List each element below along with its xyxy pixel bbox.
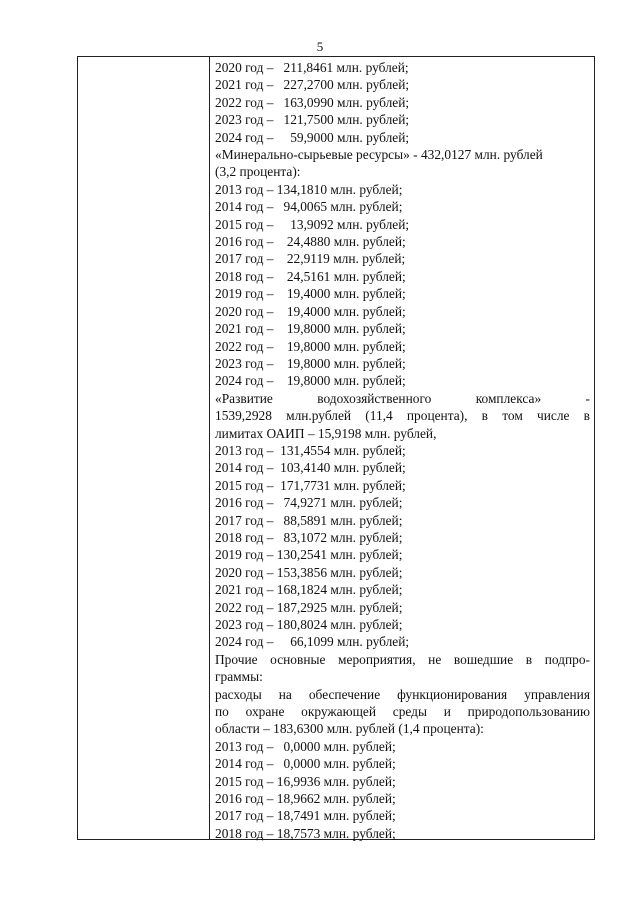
text-line: 2014 год – 0,0000 млн. рублей; (215, 756, 396, 772)
document-table (77, 56, 595, 840)
text-line: 2018 год – 83,1072 млн. рублей; (215, 529, 403, 545)
text-line: 2013 год – 131,4554 млн. рублей; (215, 442, 406, 458)
text-line: 2014 год – 94,0065 млн. рублей; (215, 199, 403, 215)
text-line: лимитах ОАИП – 15,9198 млн. рублей, (215, 425, 437, 441)
text-line: по охране окружающей среды и природопользованию (215, 704, 590, 720)
text-line: 2021 год – 19,8000 млн. рублей; (215, 321, 406, 337)
text-line: 2022 год – 19,8000 млн. рублей; (215, 338, 406, 354)
text-line: 2017 год – 88,5891 млн. рублей; (215, 512, 403, 528)
text-line: расходы на обеспечение функционирования управления (215, 686, 590, 702)
text-line: 2021 год – 168,1824 млн. рублей; (215, 582, 403, 598)
text-line: 2024 год – 19,8000 млн. рублей; (215, 373, 406, 389)
text-line: 2015 год – 13,9092 млн. рублей; (215, 216, 410, 232)
text-line: 2013 год – 0,0000 млн. рублей; (215, 738, 396, 754)
text-line: 1539,2928 млн.рублей (11,4 процента), в том числе в (215, 408, 590, 424)
text-line: 2016 год – 18,9662 млн. рублей; (215, 791, 396, 807)
table-content (215, 59, 590, 842)
page-number: 5 (316, 39, 324, 54)
text-line: 2019 год – 130,2541 млн. рублей; (215, 547, 403, 563)
text-line: 2024 год – 66,1099 млн. рублей; (215, 634, 410, 650)
text-line: 2024 год – 59,9000 млн. рублей; (215, 129, 410, 145)
text-line: 2016 год – 74,9271 млн. рублей; (215, 495, 403, 511)
text-line: 2020 год – 153,3856 млн. рублей; (215, 564, 403, 580)
text-line: 2013 год – 134,1810 млн. рублей; (215, 181, 403, 197)
text-line: 2015 год – 16,9936 млн. рублей; (215, 773, 396, 789)
text-line: 2020 год – 19,4000 млн. рублей; (215, 303, 406, 319)
text-line: 2020 год – 211,8461 млн. рублей; (215, 60, 409, 75)
text-line: «Минерально-сырьевые ресурсы» - 432,0127 млн. рублей (215, 147, 543, 163)
text-line: (3,2 процента): (215, 164, 301, 180)
text-line: «Развитие водохозяйственного комплекса» - (215, 390, 590, 406)
text-line: 2021 год – 227,2700 млн. рублей; (215, 77, 410, 93)
text-line: Прочие основные мероприятия, не вошедшие в подпро- (215, 651, 590, 667)
text-line: 2022 год – 163,0990 млн. рублей; (215, 94, 410, 110)
text-line: 2017 год – 18,7491 млн. рублей; (215, 808, 396, 824)
text-line: 2023 год – 19,8000 млн. рублей; (215, 355, 406, 371)
text-line: 2015 год – 171,7731 млн. рублей; (215, 477, 406, 493)
text-line: 2023 год – 121,7500 млн. рублей; (215, 112, 410, 128)
column-divider (209, 57, 210, 839)
text-line: 2014 год – 103,4140 млн. рублей; (215, 460, 406, 476)
text-line: области – 183,6300 млн. рублей (1,4 процента): (215, 721, 484, 737)
text-line: 2017 год – 22,9119 млн. рублей; (215, 251, 406, 267)
text-line: 2023 год – 180,8024 млн. рублей; (215, 617, 403, 632)
text-line: 2018 год – 18,7573 млн. рублей; (215, 825, 396, 841)
text-line: 2019 год – 19,4000 млн. рублей; (215, 286, 406, 302)
text-line: граммы: (215, 669, 263, 685)
text-line: 2016 год – 24,4880 млн. рублей; (215, 234, 406, 250)
text-line: 2018 год – 24,5161 млн. рублей; (215, 268, 406, 284)
text-line: 2022 год – 187,2925 млн. рублей; (215, 599, 403, 615)
